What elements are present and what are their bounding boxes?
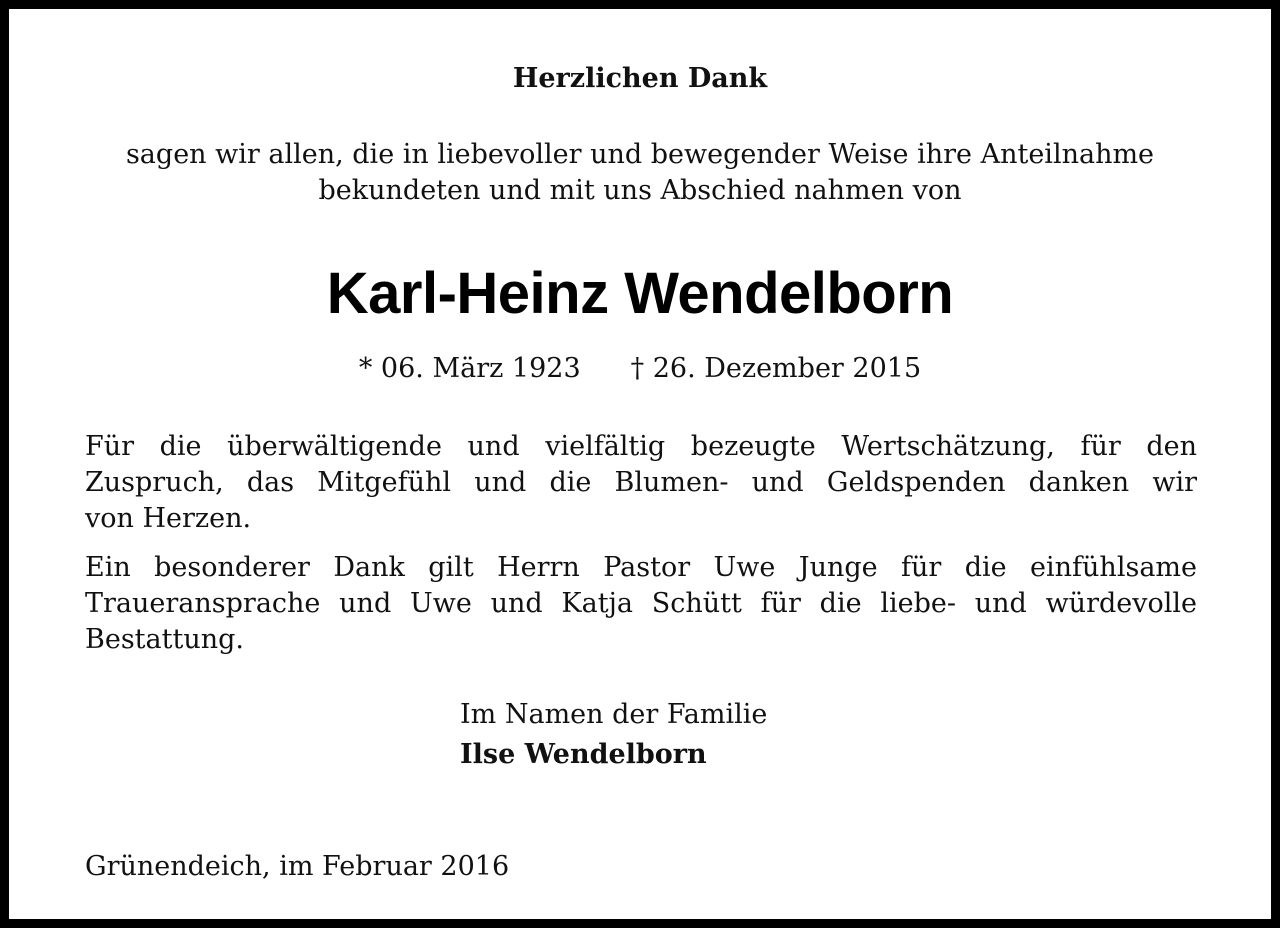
closing-block — [460, 695, 767, 775]
intro-text — [9, 137, 1271, 209]
paragraph-line: Ein besonderer Dank gilt Herrn Pastor Uwe Junge für die einfühlsame — [85, 552, 1197, 583]
thanks-paragraph-1 — [85, 429, 1197, 537]
intro-line: sagen wir allen, die in liebevoller und bewegender Weise ihre Anteilnahme — [125, 139, 1155, 170]
birth-date: * 06. März 1923 — [358, 353, 581, 384]
paragraph-line: Zuspruch, das Mitgefühl und die Blumen- und Geldspenden danken wir — [85, 467, 1197, 498]
signer-name: Ilse Wendelborn — [460, 739, 707, 770]
notice-heading: Herzlichen Dank — [512, 63, 768, 94]
intro-line: bekundeten und mit uns Abschied nahmen von — [318, 175, 962, 206]
paragraph-line: Traueransprache und Uwe und Katja Schütt für die liebe- und würdevolle — [85, 588, 1197, 619]
place-date: Grünendeich, im Februar 2016 — [85, 851, 510, 882]
closing-phrase: Im Namen der Familie — [460, 699, 768, 730]
life-dates — [9, 351, 1271, 387]
deceased-name: Karl-Heinz Wendelborn — [326, 261, 954, 326]
thanks-paragraph-2 — [85, 550, 1197, 658]
paragraph-line: Bestattung. — [85, 624, 244, 655]
paragraph-line: von Herzen. — [85, 503, 252, 534]
paragraph-line: Für die überwältigende und vielfältig bezeugte Wertschätzung, für den — [85, 431, 1197, 462]
death-date: † 26. Dezember 2015 — [630, 353, 922, 384]
